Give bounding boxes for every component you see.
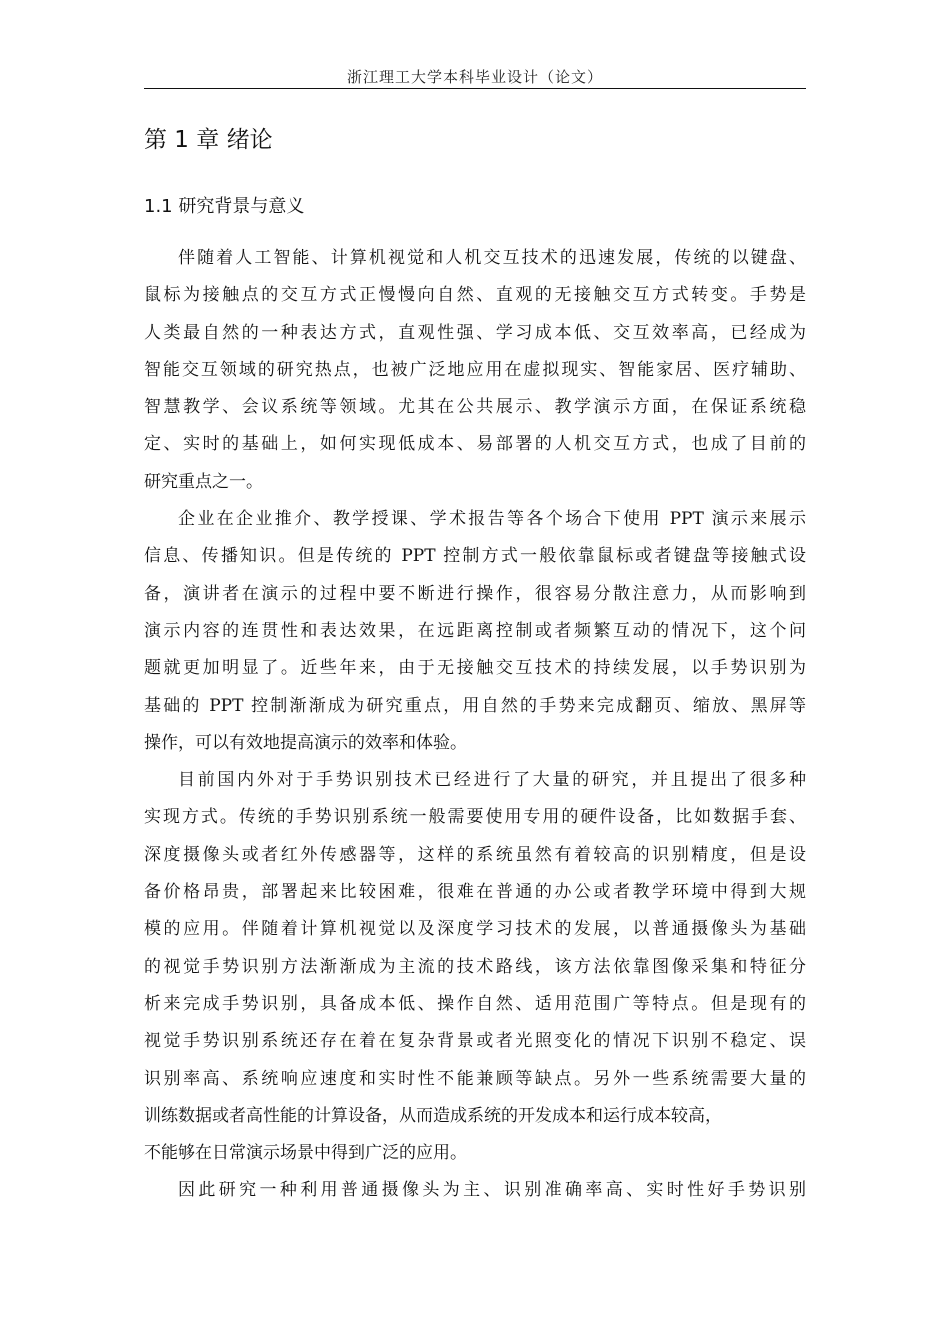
paragraph-line: 题就更加明显了。近些年来，由于无接触交互技术的持续发展，以手势识别为 bbox=[144, 658, 806, 679]
paragraph-line: 目前国内外对于手势识别技术已经进行了大量的研究，并且提出了很多种 bbox=[178, 770, 806, 791]
paragraph-line: 模的应用。伴随着计算机视觉以及深度学习技术的发展，以普通摄像头为基础 bbox=[144, 919, 806, 940]
paragraph-line: 智能交互领域的研究热点，也被广泛地应用在虚拟现实、智能家居、医疗辅助、 bbox=[144, 359, 806, 380]
page-header: 浙江理工大学本科毕业设计（论文） bbox=[346, 68, 603, 86]
paragraph-line: 备，演讲者在演示的过程中要不断进行操作，很容易分散注意力，从而影响到 bbox=[144, 583, 806, 604]
chapter-title: 第 1 章 绪论 bbox=[144, 127, 273, 153]
paragraph-line: 鼠标为接触点的交互方式正慢慢向自然、直观的无接触交互方式转变。手势是 bbox=[144, 285, 806, 306]
header-rule bbox=[144, 88, 806, 89]
paragraph-line: 人类最自然的一种表达方式，直观性强、学习成本低、交互效率高，已经成为 bbox=[144, 322, 806, 343]
paragraph-line: 训练数据或者高性能的计算设备，从而造成系统的开发成本和运行成本较高， bbox=[144, 1105, 722, 1126]
body-text bbox=[144, 240, 806, 1210]
paragraph-line: 视觉手势识别系统还存在着在复杂背景或者光照变化的情况下识别不稳定、误 bbox=[144, 1031, 806, 1052]
paragraph-line: 备价格昂贵，部署起来比较困难，很难在普通的办公或者教学环境中得到大规 bbox=[144, 882, 806, 903]
paragraph-line: 深度摄像头或者红外传感器等，这样的系统虽然有着较高的识别精度，但是设 bbox=[144, 844, 806, 865]
paragraph-line: 信息、传播知识。但是传统的 PPT 控制方式一般依靠鼠标或者键盘等接触式设 bbox=[144, 546, 806, 567]
paragraph-line: 实现方式。传统的手势识别系统一般需要使用专用的硬件设备，比如数据手套、 bbox=[144, 807, 806, 828]
paragraph-line: 识别率高、系统响应速度和实时性不能兼顾等缺点。另外一些系统需要大量的 bbox=[144, 1068, 806, 1089]
paragraph-line: 析来完成手势识别，具备成本低、操作自然、适用范围广等特点。但是现有的 bbox=[144, 993, 806, 1014]
section-title: 1.1 研究背景与意义 bbox=[144, 196, 305, 217]
paragraph-line: 因此研究一种利用普通摄像头为主、识别准确率高、实时性好手势识别 bbox=[178, 1180, 806, 1201]
paragraph-line: 研究重点之一。 bbox=[144, 471, 263, 492]
paragraph-line: 基础的 PPT 控制渐渐成为研究重点，用自然的手势来完成翻页、缩放、黑屏等 bbox=[144, 695, 806, 716]
paragraph-line: 智慧教学、会议系统等领域。尤其在公共展示、教学演示方面，在保证系统稳 bbox=[144, 397, 806, 418]
paragraph-line: 不能够在日常演示场景中得到广泛的应用。 bbox=[144, 1143, 467, 1164]
paragraph-line: 操作，可以有效地提高演示的效率和体验。 bbox=[144, 732, 467, 753]
paragraph-line: 的视觉手势识别方法渐渐成为主流的技术路线，该方法依靠图像采集和特征分 bbox=[144, 956, 806, 977]
paragraph-line: 定、实时的基础上，如何实现低成本、易部署的人机交互方式，也成了目前的 bbox=[144, 434, 806, 455]
paragraph-line: 演示内容的连贯性和表达效果，在远距离控制或者频繁互动的情况下，这个问 bbox=[144, 620, 806, 641]
paragraph-line: 伴随着人工智能、计算机视觉和人机交互技术的迅速发展，传统的以键盘、 bbox=[178, 248, 806, 268]
paragraph-line: 企业在企业推介、教学授课、学术报告等各个场合下使用 PPT 演示来展示 bbox=[178, 509, 806, 530]
